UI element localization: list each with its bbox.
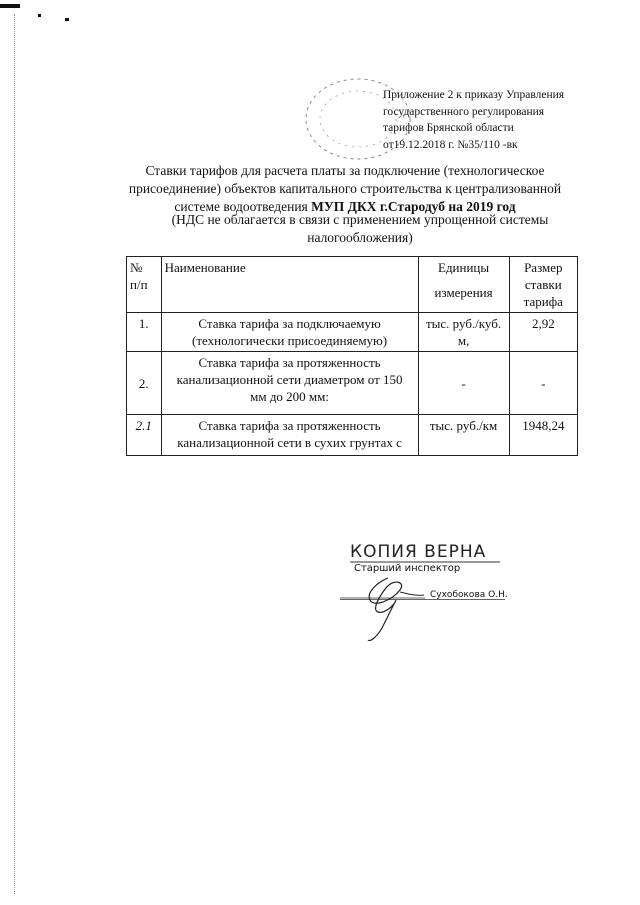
row-unit-line: м, xyxy=(457,333,470,348)
row-unit: - xyxy=(418,352,509,415)
row-name-line: мм до 200 мм: xyxy=(250,389,329,404)
vat-note-line: налогообложения) xyxy=(307,230,413,245)
row-unit: тыс. руб./км xyxy=(418,415,509,456)
row-rate: - xyxy=(509,352,577,415)
row-number: 2.1 xyxy=(127,415,162,456)
row-number: 1. xyxy=(127,313,162,352)
appendix-line: Приложение 2 к приказу Управления xyxy=(383,89,565,101)
vat-note xyxy=(140,211,580,247)
row-name-line: Ставка тарифа за подключаемую xyxy=(198,316,381,331)
header-rate-line: Размер xyxy=(524,260,563,275)
title-line-regular: системе водоотведения xyxy=(174,199,312,214)
table-row xyxy=(127,313,578,352)
row-name-line: (технологически присоединяемую) xyxy=(192,333,388,348)
vat-note-line: (НДС не облагается в связи с применением упрощенной системы xyxy=(171,212,549,227)
handwritten-signature xyxy=(348,570,438,650)
header-number-line: № xyxy=(130,260,143,275)
organization-name: МУП ДКХ г.Стародуб на 2019 год xyxy=(311,199,516,214)
row-name-line: канализационной сети в сухих грунтах с xyxy=(177,435,402,450)
table-row xyxy=(127,415,578,456)
appendix-line: государственного регулирования xyxy=(383,105,545,118)
appendix-line: от19.12.2018 г. №35/110 -вк xyxy=(383,138,518,151)
row-name-line: Ставка тарифа за протяженность xyxy=(198,355,381,370)
header-rate xyxy=(509,257,577,313)
table-row xyxy=(127,352,578,415)
title-line: присоединение) объектов капитального строительства к централизованной xyxy=(128,181,562,196)
row-unit xyxy=(418,313,509,352)
title-line: Ставки тарифов для расчета платы за подключение (технологическое xyxy=(145,163,545,178)
header-unit-line: Единицы xyxy=(438,260,490,275)
row-number: 2. xyxy=(127,352,162,415)
tariff-table xyxy=(126,256,578,456)
row-name-line: Ставка тарифа за протяженность xyxy=(198,418,381,433)
row-name xyxy=(161,313,418,352)
header-rate-line: тарифа xyxy=(523,294,563,309)
header-name: Наименование xyxy=(161,257,418,313)
row-name-line: канализационной сети диаметром от 150 xyxy=(176,372,403,387)
row-unit-line: тыс. руб./куб. xyxy=(425,316,502,331)
scan-artifact-marks xyxy=(0,0,80,30)
row-rate: 2,92 xyxy=(509,313,577,352)
stamp-role: Старший инспектор xyxy=(354,563,461,574)
stamp-name: Сухобокова О.Н. xyxy=(430,590,508,600)
stamp-title: КОПИЯ ВЕРНА xyxy=(350,542,487,562)
header-unit-line: измерения xyxy=(434,285,493,300)
header-rate-line: ставки xyxy=(524,277,562,292)
table-header-row xyxy=(127,257,578,313)
row-rate: 1948,24 xyxy=(509,415,577,456)
document-title xyxy=(110,162,580,216)
header-unit xyxy=(418,257,509,313)
header-number-line: п/п xyxy=(130,277,148,292)
header-number xyxy=(127,257,162,313)
appendix-line: тарифов Брянской области xyxy=(383,122,514,134)
row-name xyxy=(161,415,418,456)
appendix-reference xyxy=(383,87,613,153)
scan-edge-dots xyxy=(14,14,18,894)
row-name xyxy=(161,352,418,415)
